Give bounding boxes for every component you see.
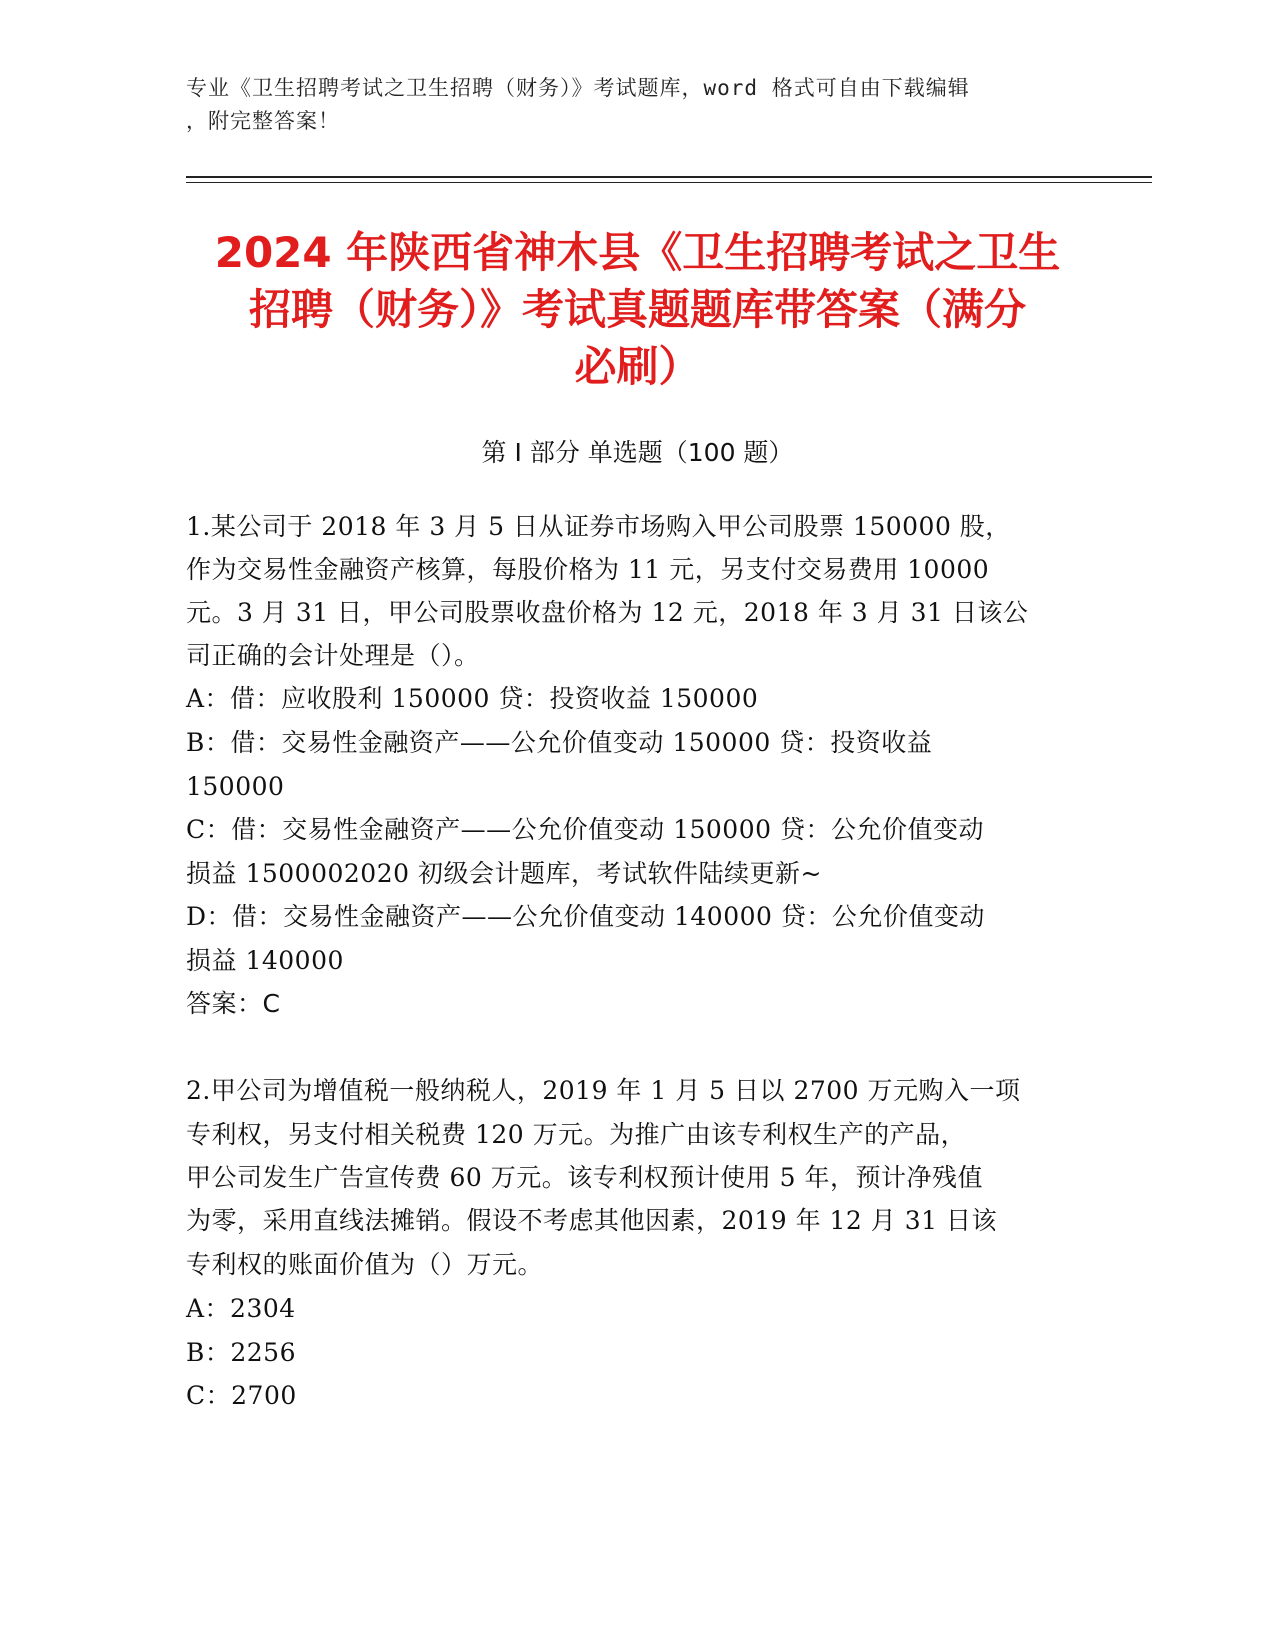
- question-1-option-d-cont: 损益 140000: [186, 946, 344, 975]
- title-line-2: 招聘（财务）》考试真题题库带答案（满分: [248, 285, 1026, 334]
- question-2-option-a: A：2304: [186, 1294, 296, 1323]
- document-header-note: [186, 72, 1066, 138]
- header-rule-thick: [186, 176, 1152, 178]
- document-title: [160, 224, 1115, 395]
- question-1-option-c-cont: 损益 1500002020 初级会计题库，考试软件陆续更新~: [186, 859, 822, 888]
- question-2-stem-line: 专利权的账面价值为（）万元。: [186, 1250, 544, 1279]
- question-1-option-d: D：借：交易性金融资产——公允价值变动 140000 贷：公允价值变动: [186, 902, 985, 931]
- question-1-option-b: B：借：交易性金融资产——公允价值变动 150000 贷：投资收益: [186, 728, 933, 757]
- question-2-stem-line: 为零，采用直线法摊销。假设不考虑其他因素，2019 年 12 月 31 日该: [186, 1206, 997, 1235]
- title-line-3: 必刷）: [574, 342, 701, 391]
- question-1-stem-line: 1.某公司于 2018 年 3 月 5 日从证券市场购入甲公司股票 150000 股，: [186, 512, 1011, 541]
- question-1-answer: 答案：C: [186, 989, 281, 1018]
- section-heading: 第 I 部分 单选题（100 题）: [481, 438, 794, 467]
- question-2-stem-line: 甲公司发生广告宣传费 60 万元。该专利权预计使用 5 年，预计净残值: [186, 1163, 984, 1192]
- question-2-stem-line: 2.甲公司为增值税一般纳税人，2019 年 1 月 5 日以 2700 万元购入一项: [186, 1076, 1021, 1105]
- header-rule-thin: [186, 182, 1152, 183]
- question-1-stem-line: 元。3 月 31 日，甲公司股票收盘价格为 12 元，2018 年 3 月 31 日该公: [186, 598, 1029, 627]
- title-line-1: 2024 年陕西省神木县《卫生招聘考试之卫生: [214, 228, 1061, 277]
- question-1-option-b-cont: 150000: [186, 772, 285, 801]
- question-1-stem-line: 司正确的会计处理是（）。: [186, 641, 480, 670]
- question-1-option-a: A：借：应收股利 150000 贷：投资收益 150000: [186, 684, 759, 713]
- question-2-option-c: C：2700: [186, 1381, 297, 1410]
- question-1-option-c: C：借：交易性金融资产——公允价值变动 150000 贷：公允价值变动: [186, 815, 984, 844]
- header-note-line-1: 专业《卫生招聘考试之卫生招聘（财务）》考试题库，word 格式可自由下载编辑: [186, 76, 970, 100]
- header-note-line-2: ，附完整答案！: [186, 109, 340, 133]
- question-2-stem-line: 专利权，另支付相关税费 120 万元。为推广由该专利权生产的产品，: [186, 1120, 967, 1149]
- question-2-option-b: B：2256: [186, 1338, 296, 1367]
- question-1-stem-line: 作为交易性金融资产核算，每股价格为 11 元，另支付交易费用 10000: [186, 555, 990, 584]
